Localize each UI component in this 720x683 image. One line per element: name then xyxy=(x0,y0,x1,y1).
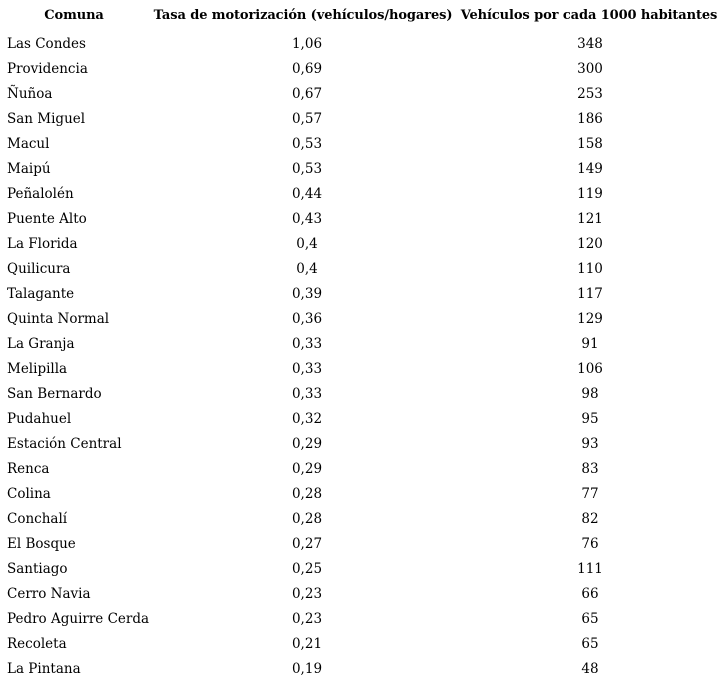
table-row xyxy=(0,281,720,306)
cell-vehiculos: 117 xyxy=(577,285,603,302)
cell-vehiculos: 158 xyxy=(577,135,603,152)
cell-comuna: Quilicura xyxy=(7,260,71,277)
cell-tasa: 0,27 xyxy=(291,535,323,552)
cell-tasa: 0,33 xyxy=(291,360,323,377)
cell-comuna: San Bernardo xyxy=(7,385,102,402)
table-row xyxy=(0,481,720,506)
table-row xyxy=(0,31,720,56)
cell-tasa: 0,69 xyxy=(291,60,323,77)
cell-tasa: 0,29 xyxy=(291,435,323,452)
cell-vehiculos: 83 xyxy=(581,460,599,477)
cell-comuna: Ñuñoa xyxy=(7,85,53,102)
cell-vehiculos: 121 xyxy=(577,210,603,227)
table-row xyxy=(0,631,720,656)
cell-comuna: Peñalolén xyxy=(7,185,74,202)
cell-tasa: 0,33 xyxy=(291,335,323,352)
cell-vehiculos: 95 xyxy=(581,410,599,427)
table-row xyxy=(0,106,720,131)
table-row xyxy=(0,581,720,606)
cell-vehiculos: 77 xyxy=(581,485,599,502)
table-row xyxy=(0,206,720,231)
table-body xyxy=(0,31,720,681)
cell-tasa: 0,21 xyxy=(291,635,323,652)
table-row xyxy=(0,81,720,106)
cell-tasa: 0,19 xyxy=(291,660,323,677)
cell-vehiculos: 149 xyxy=(577,160,603,177)
cell-tasa: 0,53 xyxy=(291,160,323,177)
cell-comuna: Talagante xyxy=(7,285,75,302)
table-row xyxy=(0,531,720,556)
cell-tasa: 0,36 xyxy=(291,310,323,327)
cell-tasa: 1,06 xyxy=(291,35,323,52)
cell-comuna: San Miguel xyxy=(7,110,86,127)
table-row xyxy=(0,431,720,456)
cell-comuna: Providencia xyxy=(7,60,88,77)
cell-vehiculos: 98 xyxy=(581,385,599,402)
cell-comuna: Santiago xyxy=(7,560,68,577)
cell-vehiculos: 348 xyxy=(577,35,603,52)
table-row xyxy=(0,506,720,531)
table-row xyxy=(0,256,720,281)
table-row xyxy=(0,231,720,256)
cell-vehiculos: 110 xyxy=(577,260,603,277)
cell-comuna: Renca xyxy=(7,460,50,477)
cell-vehiculos: 48 xyxy=(581,660,599,677)
cell-comuna: Quinta Normal xyxy=(7,310,110,327)
cell-vehiculos: 186 xyxy=(577,110,603,127)
cell-comuna: Cerro Navia xyxy=(7,585,91,602)
cell-vehiculos: 111 xyxy=(577,560,603,577)
header-comuna: Comuna xyxy=(44,8,104,23)
cell-comuna: El Bosque xyxy=(7,535,76,552)
cell-tasa: 0,53 xyxy=(291,135,323,152)
cell-vehiculos: 106 xyxy=(577,360,603,377)
table-row xyxy=(0,131,720,156)
cell-vehiculos: 82 xyxy=(581,510,599,527)
cell-tasa: 0,44 xyxy=(291,185,323,202)
cell-comuna: Maipú xyxy=(7,160,51,177)
table-row xyxy=(0,306,720,331)
cell-tasa: 0,32 xyxy=(291,410,323,427)
cell-comuna: La Florida xyxy=(7,235,78,252)
cell-tasa: 0,23 xyxy=(291,610,323,627)
table-row xyxy=(0,331,720,356)
header-row xyxy=(0,0,720,31)
table-row xyxy=(0,606,720,631)
table-row xyxy=(0,656,720,681)
cell-tasa: 0,28 xyxy=(291,485,323,502)
cell-tasa: 0,4 xyxy=(296,235,318,252)
cell-vehiculos: 65 xyxy=(581,635,599,652)
cell-comuna: Recoleta xyxy=(7,635,67,652)
cell-tasa: 0,23 xyxy=(291,585,323,602)
cell-comuna: Estación Central xyxy=(7,435,122,452)
cell-vehiculos: 119 xyxy=(577,185,603,202)
cell-vehiculos: 91 xyxy=(581,335,599,352)
cell-vehiculos: 76 xyxy=(581,535,599,552)
cell-comuna: Macul xyxy=(7,135,50,152)
cell-vehiculos: 129 xyxy=(577,310,603,327)
cell-vehiculos: 120 xyxy=(577,235,603,252)
header-tasa: Tasa de motorización (vehículos/hogares) xyxy=(153,8,453,23)
table-row xyxy=(0,181,720,206)
table-header xyxy=(0,0,720,31)
cell-comuna: La Granja xyxy=(7,335,75,352)
cell-comuna: Puente Alto xyxy=(7,210,87,227)
table-row xyxy=(0,356,720,381)
cell-tasa: 0,4 xyxy=(296,260,318,277)
cell-comuna: Melipilla xyxy=(7,360,68,377)
cell-vehiculos: 300 xyxy=(577,60,603,77)
cell-tasa: 0,25 xyxy=(291,560,323,577)
cell-comuna: Colina xyxy=(7,485,51,502)
table-row xyxy=(0,556,720,581)
table-row xyxy=(0,456,720,481)
cell-tasa: 0,43 xyxy=(291,210,323,227)
table-row xyxy=(0,381,720,406)
cell-tasa: 0,39 xyxy=(291,285,323,302)
table-row xyxy=(0,406,720,431)
cell-comuna: Pudahuel xyxy=(7,410,72,427)
cell-comuna: Pedro Aguirre Cerda xyxy=(7,610,150,627)
header-vehiculos: Vehículos por cada 1000 habitantes xyxy=(460,8,718,23)
cell-tasa: 0,57 xyxy=(291,110,323,127)
cell-comuna: La Pintana xyxy=(7,660,81,677)
cell-comuna: Las Condes xyxy=(7,35,86,52)
cell-tasa: 0,28 xyxy=(291,510,323,527)
cell-tasa: 0,67 xyxy=(291,85,323,102)
table-row xyxy=(0,156,720,181)
table-row xyxy=(0,56,720,81)
cell-vehiculos: 93 xyxy=(581,435,599,452)
cell-tasa: 0,33 xyxy=(291,385,323,402)
cell-vehiculos: 253 xyxy=(577,85,603,102)
cell-tasa: 0,29 xyxy=(291,460,323,477)
cell-vehiculos: 65 xyxy=(581,610,599,627)
cell-comuna: Conchalí xyxy=(7,510,68,527)
cell-vehiculos: 66 xyxy=(581,585,599,602)
